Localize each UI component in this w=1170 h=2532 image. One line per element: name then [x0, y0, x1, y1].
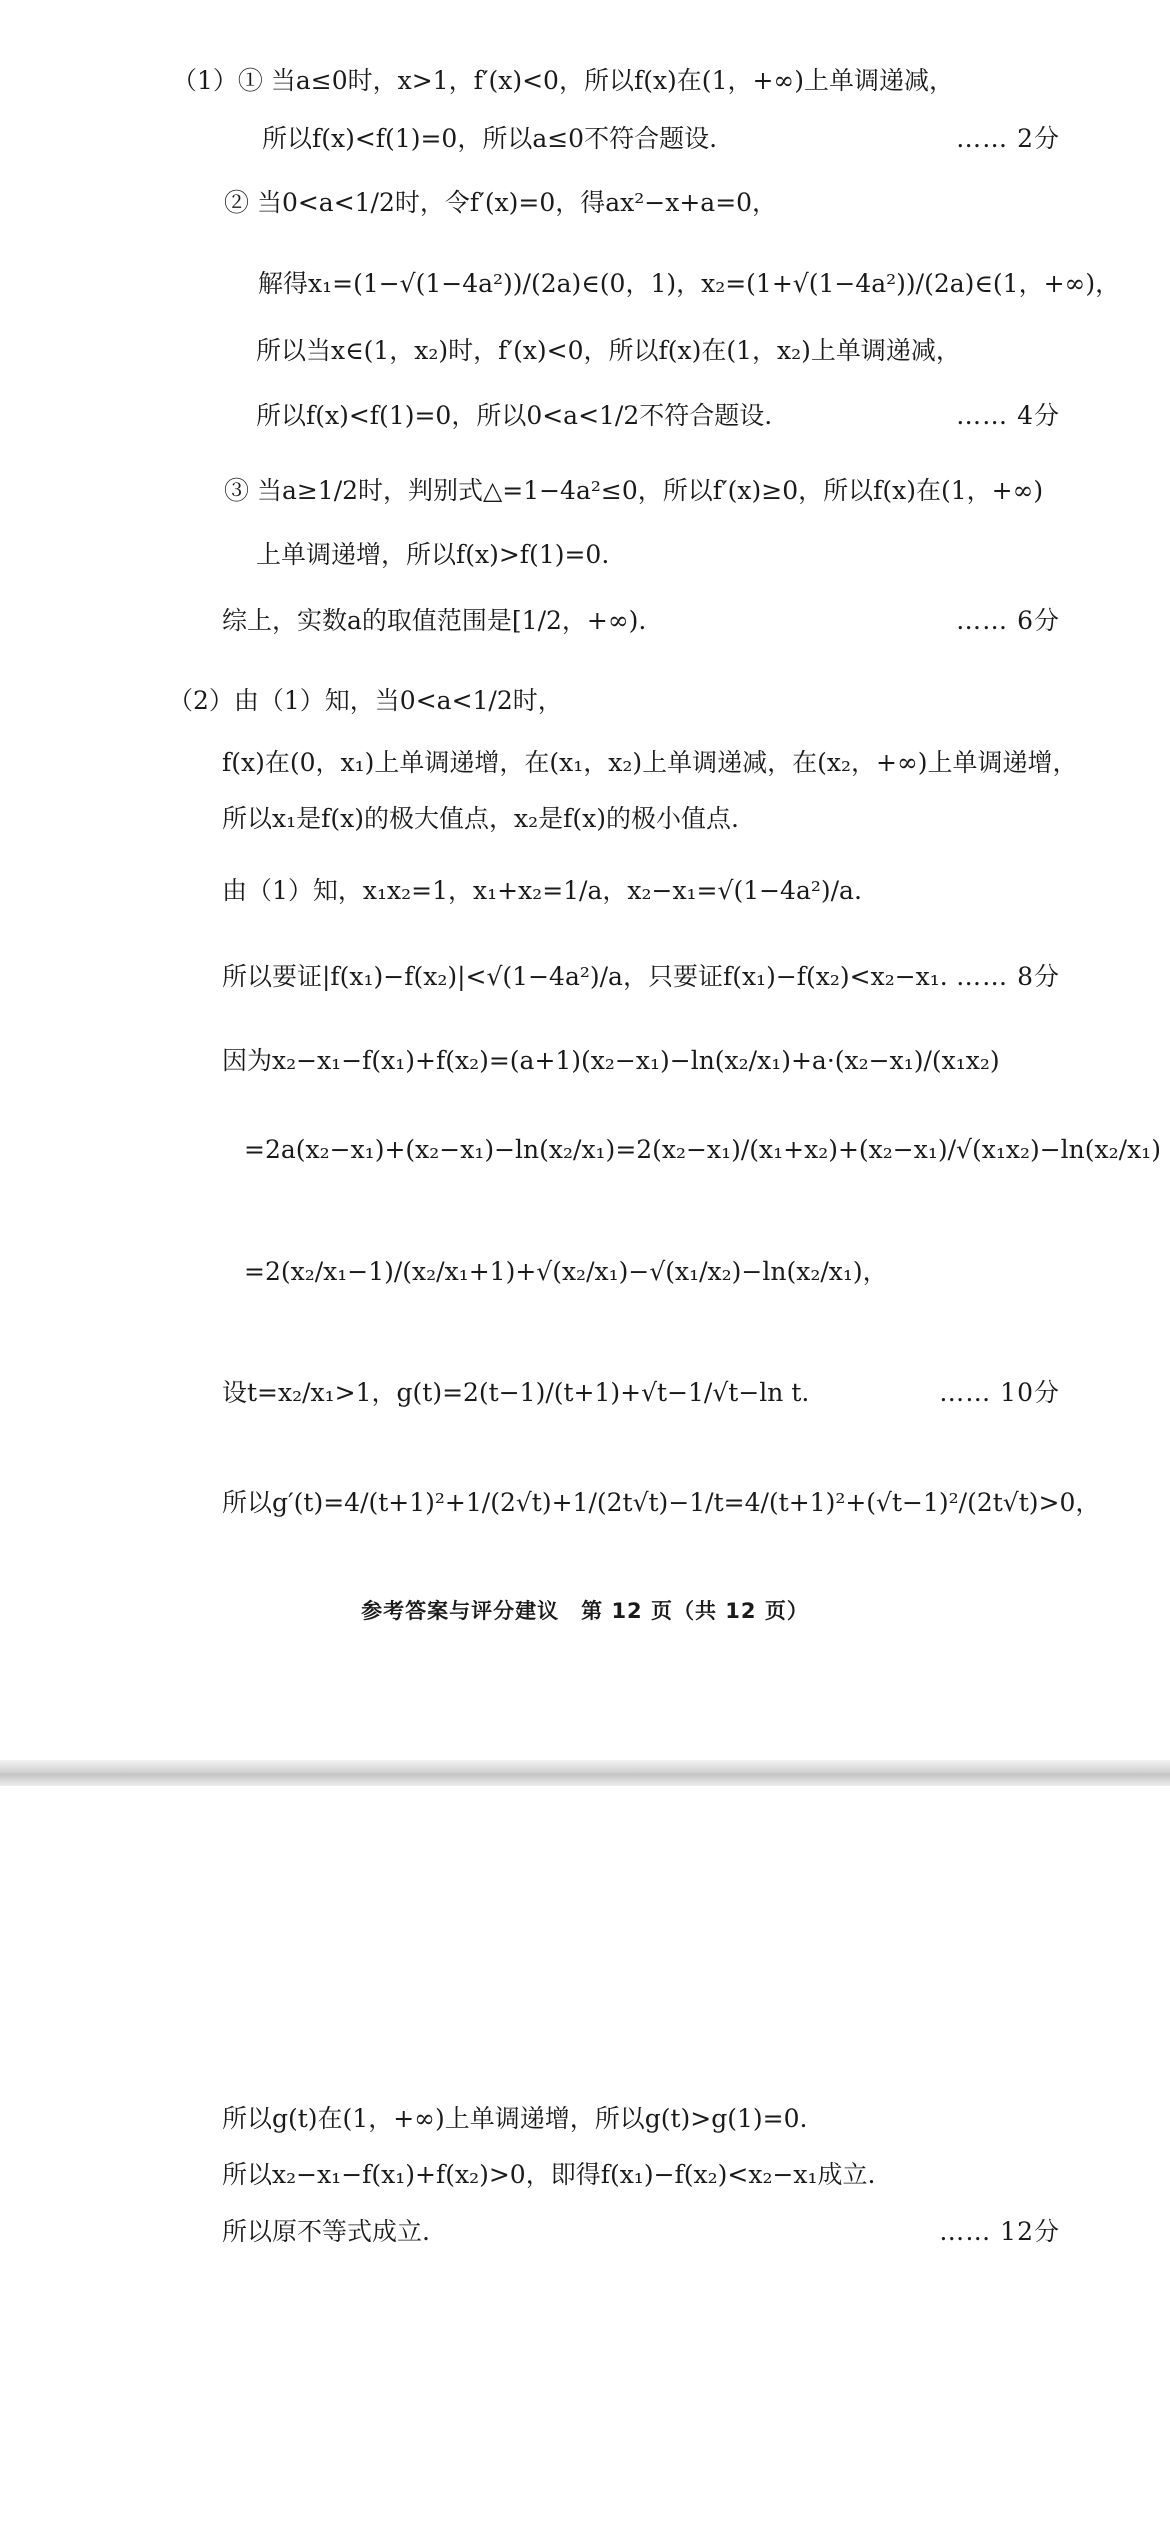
score-marker: …… 2分	[956, 124, 1060, 153]
solution-line	[0, 1470, 1170, 1532]
page-footer: 参考答案与评分建议 第 12 页（共 12 页）	[361, 1599, 809, 1623]
line-text: f(x)在(0，x₁)上单调递增，在(x₁，x₂)上单调递减，在(x₂，+∞)上单调递增，	[222, 748, 1078, 777]
score-marker: …… 10分	[939, 1378, 1060, 1407]
line-text: 所以原不等式成立.	[222, 2217, 430, 2246]
solution-line	[0, 318, 1170, 380]
solution-line	[0, 786, 1170, 848]
solution-line	[0, 1360, 1170, 1422]
line-text: 所以x₁是f(x)的极大值点，x₂是f(x)的极小值点.	[222, 804, 739, 833]
line-text: 由（1）知，x₁x₂=1，x₁+x₂=1/a，x₂−x₁=√(1−4a²)/a.	[222, 876, 862, 905]
solution-line	[0, 1118, 1170, 1180]
page-divider	[0, 1760, 1170, 1786]
line-text: 因为x₂−x₁−f(x₁)+f(x₂)=(a+1)(x₂−x₁)−ln(x₂/x₁)+a·(x₂−x₁)/(x₁x₂)	[222, 1046, 1000, 1075]
solution-line	[0, 383, 1170, 445]
score-marker: …… 8分	[956, 962, 1060, 991]
line-text: ③ 当a≥1/2时，判别式△=1−4a²≤0，所以f′(x)≥0，所以f(x)在(1，+∞)	[224, 476, 1044, 505]
solution-line	[0, 2199, 1170, 2261]
line-text: 所以f(x)<f(1)=0，所以0<a<1/2不符合题设.	[256, 401, 773, 430]
line-text: 解得x₁=(1−√(1−4a²))/(2a)∈(0，1)，x₂=(1+√(1−4a²))/(2a)∈(1，+∞)，	[258, 269, 1121, 298]
solution-line	[0, 48, 1170, 110]
solution-line	[0, 730, 1170, 792]
line-text: 所以当x∈(1，x₂)时，f′(x)<0，所以f(x)在(1，x₂)上单调递减，	[256, 336, 961, 365]
line-text: 设t=x₂/x₁>1，g(t)=2(t−1)/(t+1)+√t−1/√t−ln t.	[222, 1378, 810, 1407]
solution-line	[0, 588, 1170, 650]
line-text: 所以g(t)在(1，+∞)上单调递增，所以g(t)>g(1)=0.	[222, 2104, 808, 2133]
line-text: =2(x₂/x₁−1)/(x₂/x₁+1)+√(x₂/x₁)−√(x₁/x₂)−ln(x₂/x₁)，	[244, 1257, 888, 1286]
solution-line	[0, 1028, 1170, 1090]
answer-page-continuation	[0, 1786, 1170, 2532]
solution-line	[0, 944, 1170, 1006]
score-marker: …… 6分	[956, 606, 1060, 635]
score-marker: …… 12分	[939, 2217, 1060, 2246]
solution-line	[0, 2086, 1170, 2148]
line-text: 所以x₂−x₁−f(x₁)+f(x₂)>0，即得f(x₁)−f(x₂)<x₂−x₁成立.	[222, 2160, 876, 2189]
score-marker: …… 4分	[956, 401, 1060, 430]
line-text: （1）① 当a≤0时，x>1，f′(x)<0，所以f(x)在(1，+∞)上单调递减，	[172, 66, 954, 95]
solution-line	[0, 458, 1170, 520]
solution-line	[0, 2142, 1170, 2204]
solution-line	[0, 668, 1170, 730]
solution-line	[0, 522, 1170, 584]
line-text: ② 当0<a<1/2时，令f′(x)=0，得ax²−x+a=0，	[224, 188, 778, 217]
solution-line	[0, 1210, 1170, 1330]
line-text: 综上，实数a的取值范围是[1/2，+∞).	[222, 606, 647, 635]
line-text: （2）由（1）知，当0<a<1/2时，	[168, 686, 563, 715]
line-text: 所以要证|f(x₁)−f(x₂)|<√(1−4a²)/a，只要证f(x₁)−f(x₂)<x₂−x₁.	[222, 962, 948, 991]
solution-line	[0, 106, 1170, 168]
line-text: 上单调递增，所以f(x)>f(1)=0.	[256, 540, 610, 569]
line-text: 所以f(x)<f(1)=0，所以a≤0不符合题设.	[262, 124, 718, 153]
solution-line	[0, 858, 1170, 920]
line-text: 所以g′(t)=4/(t+1)²+1/(2√t)+1/(2t√t)−1/t=4/(t+1)²+(√t−1)²/(2t√t)>0，	[222, 1488, 1101, 1517]
line-text: =2a(x₂−x₁)+(x₂−x₁)−ln(x₂/x₁)=2(x₂−x₁)/(x₁+x₂)+(x₂−x₁)/√(x₁x₂)−ln(x₂/x₁)	[244, 1134, 1161, 1164]
